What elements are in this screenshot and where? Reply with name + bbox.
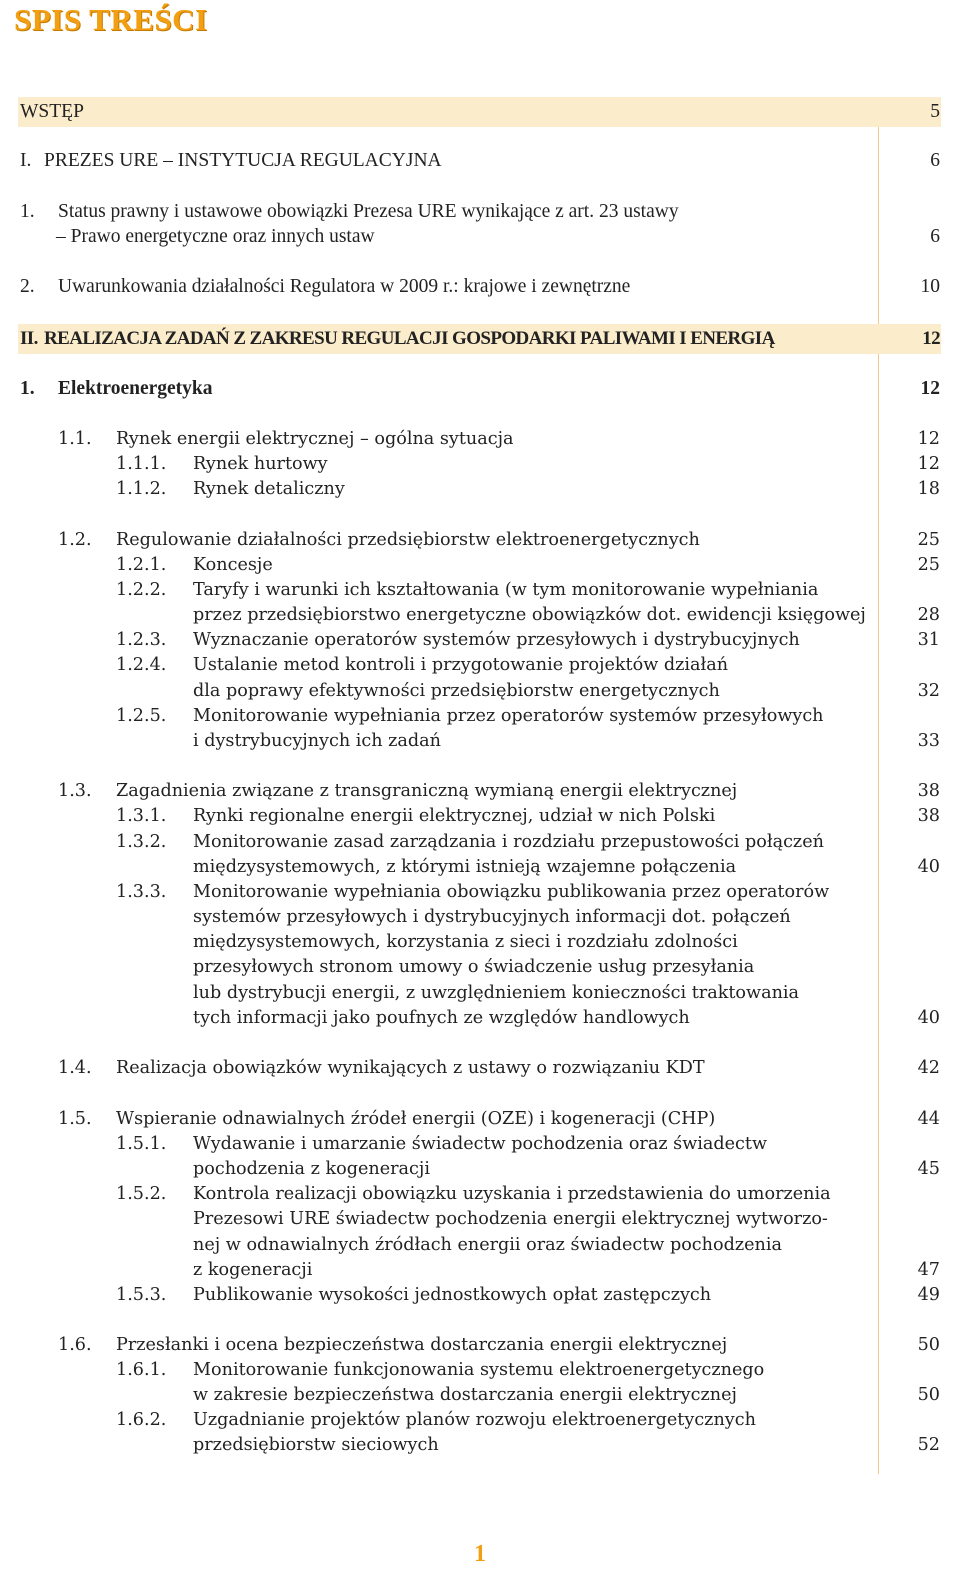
toc-entry-title: nej w odnawialnych źródłach energii oraz świadectw pochodzenia	[193, 1235, 782, 1255]
toc-entry-continuation[interactable]	[0, 602, 960, 628]
toc-entry-number: 1.3.	[58, 781, 92, 801]
toc-entry-number: 1.1.1.	[116, 454, 167, 474]
toc-page-number: 10	[920, 276, 940, 297]
toc-entry[interactable]	[0, 476, 960, 502]
toc-entry-continuation[interactable]	[0, 1005, 960, 1031]
toc-entry[interactable]	[0, 552, 960, 578]
toc-entry-number: 1.5.3.	[116, 1285, 167, 1305]
toc-page-number: 18	[917, 479, 940, 499]
toc-entry[interactable]	[0, 527, 960, 553]
toc-entry-continuation[interactable]	[0, 1206, 960, 1232]
toc-entry-number: 1.2.4.	[116, 655, 167, 675]
toc-entry-continuation[interactable]	[0, 1232, 960, 1258]
toc-page-number: 50	[917, 1335, 940, 1355]
toc-entry-continuation[interactable]	[0, 1257, 960, 1283]
toc-entry-title: międzysystemowych, korzystania z sieci i rozdziału zdolności	[193, 932, 738, 952]
toc-entry-title: Monitorowanie wypełniania obowiązku publikowania przez operatorów	[193, 882, 830, 902]
toc-entry[interactable]	[0, 274, 960, 300]
toc-entry-number: 1.2.3.	[116, 630, 167, 650]
toc-entry[interactable]	[0, 1407, 960, 1433]
toc-entry-number: I.	[20, 150, 32, 171]
toc-entry-number: 1.5.2.	[116, 1184, 167, 1204]
toc-entry-number: 1.6.2.	[116, 1410, 167, 1430]
toc-entry-title: przez przedsiębiorstwo energetyczne obowiązków dot. ewidencji księgowej	[193, 605, 866, 625]
toc-entry-number: 1.1.2.	[116, 479, 167, 499]
toc-entry[interactable]	[0, 778, 960, 804]
toc-entry-title: REALIZACJA ZADAŃ Z ZAKRESU REGULACJI GOSPODARKI PALIWAMI I ENERGIĄ	[44, 328, 775, 349]
toc-entry-title: Koncesje	[193, 555, 273, 575]
toc-entry-title: systemów przesyłowych i dystrybucyjnych informacji dot. połączeń	[193, 907, 791, 927]
toc-page-number: 12	[917, 454, 940, 474]
toc-entry-title: z kogeneracji	[193, 1260, 313, 1280]
toc-entry-continuation[interactable]	[0, 854, 960, 880]
toc-entry[interactable]	[0, 199, 960, 225]
toc-entry-number: II.	[20, 328, 38, 349]
toc-entry-number: 1.	[20, 378, 35, 399]
toc-entry-title: Wyznaczanie operatorów systemów przesyłowych i dystrybucyjnych	[193, 630, 800, 650]
toc-page-number: 44	[917, 1109, 940, 1129]
toc-entry-title: w zakresie bezpieczeństwa dostarczania energii elektrycznej	[193, 1385, 737, 1405]
toc-entry[interactable]	[0, 451, 960, 477]
toc-entry-title: międzysystemowych, z którymi istnieją wzajemne połączenia	[193, 857, 737, 877]
toc-page-number: 47	[917, 1260, 940, 1280]
toc-entry-title: Prezesowi URE świadectw pochodzenia energii elektrycznej wytworzo-	[193, 1209, 828, 1229]
toc-entry-title: Uwarunkowania działalności Regulatora w 2009 r.: krajowe i zewnętrzne	[58, 276, 631, 297]
toc-entry[interactable]	[0, 879, 960, 905]
page-number: 1	[474, 1541, 486, 1567]
toc-entry-title: dla poprawy efektywności przedsiębiorstw energetycznych	[193, 681, 720, 701]
toc-entry-title: Wydawanie i umarzanie świadectw pochodzenia oraz świadectw	[193, 1134, 768, 1154]
toc-entry-number: 1.2.5.	[116, 706, 167, 726]
toc-page-number: 31	[917, 630, 940, 650]
toc-entry-number: 1.5.	[58, 1109, 92, 1129]
toc-entry-title: Rynki regionalne energii elektrycznej, udział w nich Polski	[193, 806, 716, 826]
toc-entry-number: 1.3.1.	[116, 806, 167, 826]
toc-page-number: 28	[917, 605, 940, 625]
toc-entry-continuation[interactable]	[0, 224, 960, 250]
toc-page-number: 12	[917, 429, 940, 449]
toc-entry-title: Uzgadnianie projektów planów rozwoju elektroenergetycznych	[193, 1410, 756, 1430]
toc-entry-title: Rynek detaliczny	[193, 479, 345, 499]
toc-entry-number: 1.2.1.	[116, 555, 167, 575]
toc-entry-continuation[interactable]	[0, 954, 960, 980]
toc-entry[interactable]	[0, 1357, 960, 1383]
toc-entry-title: WSTĘP	[20, 101, 84, 122]
toc-page-number: 49	[917, 1285, 940, 1305]
toc-entry-title: Publikowanie wysokości jednostkowych opłat zastępczych	[193, 1285, 712, 1305]
toc-entry-title: tych informacji jako poufnych ze względów handlowych	[193, 1008, 690, 1028]
toc-entry-title: – Prawo energetyczne oraz innych ustaw	[56, 226, 375, 247]
toc-entry-title: lub dystrybucji energii, z uwzględnieniem konieczności traktowania	[193, 983, 800, 1003]
toc-page-number: 52	[917, 1435, 940, 1455]
toc-entry-title: Zagadnienia związane z transgraniczną wymianą energii elektrycznej	[116, 781, 738, 801]
toc-entry-continuation[interactable]	[0, 1382, 960, 1408]
toc-entry-number: 1.3.3.	[116, 882, 167, 902]
toc-entry-continuation[interactable]	[0, 728, 960, 754]
toc-entry-number: 1.4.	[58, 1058, 92, 1078]
toc-entry-wstep[interactable]	[0, 99, 960, 125]
toc-entry-continuation[interactable]	[0, 980, 960, 1006]
toc-entry-chapter-1[interactable]	[0, 148, 960, 174]
toc-entry-section[interactable]	[0, 376, 960, 402]
toc-page-number: 42	[917, 1058, 940, 1078]
toc-page-number: 25	[917, 555, 940, 575]
toc-page-number: 6	[930, 226, 940, 247]
toc-entry-number: 1.	[20, 201, 35, 222]
toc-entry-title: Przesłanki i ocena bezpieczeństwa dostarczania energii elektrycznej	[116, 1335, 728, 1355]
toc-entry-title: przedsiębiorstw sieciowych	[193, 1435, 439, 1455]
toc-entry-number: 1.5.1.	[116, 1134, 167, 1154]
toc-entry-title: Monitorowanie wypełniania przez operatorów systemów przesyłowych	[193, 706, 824, 726]
toc-entry[interactable]	[0, 652, 960, 678]
toc-entry-number: 1.6.	[58, 1335, 92, 1355]
toc-entry-title: Realizacja obowiązków wynikających z ustawy o rozwiązaniu KDT	[116, 1058, 705, 1078]
toc-entry-title: Status prawny i ustawowe obowiązki Prezesa URE wynikające z art. 23 ustawy	[58, 201, 679, 222]
toc-page-number: 12	[922, 328, 940, 349]
toc-entry-title: pochodzenia z kogeneracji	[193, 1159, 430, 1179]
toc-page-number: 38	[917, 781, 940, 801]
toc-entry[interactable]	[0, 577, 960, 603]
toc-entry-number: 1.2.	[58, 530, 92, 550]
toc-entry[interactable]	[0, 829, 960, 855]
toc-page-number: 45	[917, 1159, 940, 1179]
toc-entry-title: Monitorowanie zasad zarządzania i rozdziału przepustowości połączeń	[193, 832, 824, 852]
toc-entry-title: Taryfy i warunki ich kształtowania (w tym monitorowanie wypełniania	[193, 580, 819, 600]
toc-entry-title: Regulowanie działalności przedsiębiorstw elektroenergetycznych	[116, 530, 700, 550]
toc-entry[interactable]	[0, 627, 960, 653]
toc-entry[interactable]	[0, 1332, 960, 1358]
toc-entry[interactable]	[0, 1131, 960, 1157]
toc-page-number: 12	[920, 378, 940, 399]
toc-entry[interactable]	[0, 1282, 960, 1308]
toc-entry-continuation[interactable]	[0, 904, 960, 930]
toc-entry-continuation[interactable]	[0, 1432, 960, 1458]
toc-entry-title: Kontrola realizacji obowiązku uzyskania i przedstawienia do umorzenia	[193, 1184, 831, 1204]
toc-entry-title: przesyłowych stronom umowy o świadczenie usług przesyłania	[193, 957, 755, 977]
toc-entry-title: Rynek energii elektrycznej – ogólna sytuacja	[116, 429, 514, 449]
toc-page-number: 6	[930, 150, 940, 171]
toc-entry-title: Elektroenergetyka	[58, 378, 213, 399]
page-title: SPIS TREŚCI	[14, 2, 208, 37]
toc-page-number: 5	[930, 101, 940, 122]
toc-page-number: 33	[917, 731, 940, 751]
toc-entry[interactable]	[0, 1106, 960, 1132]
toc-page-number: 40	[917, 1008, 940, 1028]
toc-entry-number: 1.2.2.	[116, 580, 167, 600]
toc-entry-continuation[interactable]	[0, 1156, 960, 1182]
toc-entry-number: 1.1.	[58, 429, 92, 449]
toc-page-number: 50	[917, 1385, 940, 1405]
toc-entry-title: Monitorowanie funkcjonowania systemu elektroenergetycznego	[193, 1360, 765, 1380]
toc-entry-title: PREZES URE – INSTYTUCJA REGULACYJNA	[44, 150, 442, 171]
toc-entry[interactable]	[0, 426, 960, 452]
toc-entry-continuation[interactable]	[0, 678, 960, 704]
toc-entry[interactable]	[0, 703, 960, 729]
toc-entry-chapter-2[interactable]	[0, 326, 960, 352]
toc-entry[interactable]	[0, 1055, 960, 1081]
toc-entry-number: 1.6.1.	[116, 1360, 167, 1380]
toc-page-number: 32	[917, 681, 940, 701]
toc-page-number: 40	[917, 857, 940, 877]
toc-entry-number: 1.3.2.	[116, 832, 167, 852]
toc-entry-title: Wspieranie odnawialnych źródeł energii (OZE) i kogeneracji (CHP)	[116, 1109, 716, 1129]
toc-entry-title: Rynek hurtowy	[193, 454, 328, 474]
toc-entry-continuation[interactable]	[0, 929, 960, 955]
toc-page-number: 38	[917, 806, 940, 826]
toc-entry[interactable]	[0, 1181, 960, 1207]
toc-entry-title: Ustalanie metod kontroli i przygotowanie projektów działań	[193, 655, 729, 675]
toc-entry-number: 2.	[20, 276, 35, 297]
toc-page-number: 25	[917, 530, 940, 550]
toc-entry-title: i dystrybucyjnych ich zadań	[193, 731, 442, 751]
toc-entry[interactable]	[0, 803, 960, 829]
